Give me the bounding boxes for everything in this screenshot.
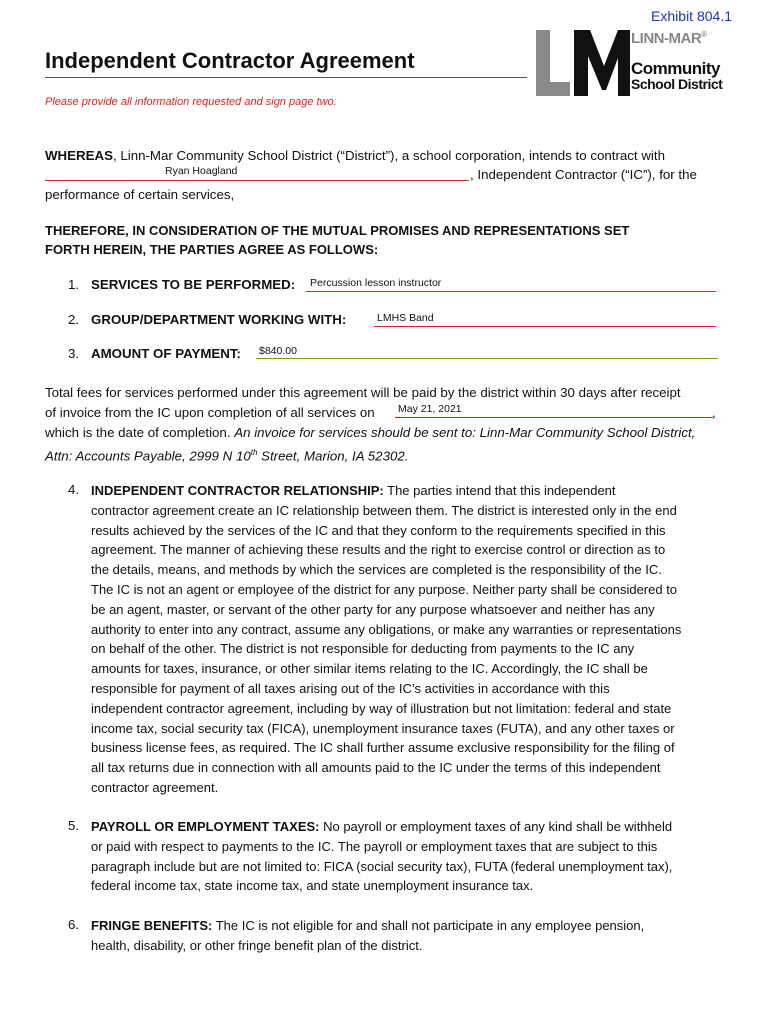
fees-line3a: which is the date of completion. bbox=[45, 425, 231, 440]
section-4-line: agreement. The manner of achieving these results and the right to exercise control or direction as to bbox=[91, 542, 666, 558]
logo-m-shape bbox=[574, 30, 630, 96]
whereas-text1: , Linn-Mar Community School District (“District”), a school corporation, intends to contract with bbox=[112, 148, 665, 163]
logo-line1: LINN-MAR® bbox=[631, 30, 707, 47]
contractor-name-field[interactable] bbox=[45, 180, 469, 181]
whereas-text2: , Independent Contractor (“IC”), for the bbox=[470, 167, 697, 182]
section-4-label: INDEPENDENT CONTRACTOR RELATIONSHIP: bbox=[91, 483, 384, 498]
section-4-body bbox=[91, 481, 731, 798]
completion-date-field[interactable] bbox=[395, 417, 713, 418]
section-4-number: 4. bbox=[68, 482, 80, 497]
therefore-line1: THEREFORE, IN CONSIDERATION OF THE MUTUAL PROMISES AND REPRESENTATIONS SET bbox=[45, 223, 630, 238]
therefore-heading bbox=[45, 221, 725, 259]
section-4-line: contractor agreement create an IC relationship between them. The district is interested only in the end bbox=[91, 502, 677, 518]
services-field[interactable] bbox=[306, 291, 716, 292]
logo-line2: Community bbox=[631, 59, 720, 78]
section-5-number: 5. bbox=[68, 818, 80, 833]
item-3-number: 3. bbox=[68, 346, 80, 361]
therefore-line2: FORTH HEREIN, THE PARTIES AGREE AS FOLLOWS: bbox=[45, 242, 379, 257]
exhibit-label: Exhibit 804.1 bbox=[651, 8, 732, 24]
section-4-line: authority to enter into any contract, assume any obligations, or make any warranties or representations bbox=[91, 621, 682, 637]
section-6-line: health, disability, or other fringe benefit plan of the district. bbox=[91, 937, 423, 953]
section-6-line: The IC is not eligible for and shall not participate in any employee pension, bbox=[212, 918, 645, 933]
item-1-label: SERVICES TO BE PERFORMED: bbox=[91, 277, 296, 292]
section-4-line: the details, means, and methods by which the services are completed is the responsibility of the IC. bbox=[91, 562, 662, 578]
payment-field[interactable] bbox=[256, 358, 718, 359]
department-value[interactable]: LMHS Band bbox=[377, 312, 434, 324]
fees-line4a: Attn: Accounts Payable, 2999 N 10 bbox=[45, 448, 251, 464]
department-field[interactable] bbox=[374, 326, 716, 327]
fees-line3 bbox=[45, 423, 745, 443]
fees-line4sup: th bbox=[250, 448, 258, 457]
instruction-text: Please provide all information requested and sign page two. bbox=[45, 96, 337, 108]
whereas-text3: performance of certain services, bbox=[45, 187, 235, 202]
section-4-line: all tax returns due in connection with all amounts paid to the IC under the terms of this independent bbox=[91, 760, 661, 776]
item-1-number: 1. bbox=[68, 277, 80, 292]
section-4-line: responsible for payment of all taxes arising out of the IC’s activities in accordance with this bbox=[91, 680, 610, 696]
logo-trademark: ® bbox=[701, 30, 707, 39]
payment-value[interactable]: $840.00 bbox=[259, 345, 297, 357]
fees-line4 bbox=[45, 443, 408, 466]
fees-line3b: An invoice for services should be sent to: Linn-Mar Community School District, bbox=[234, 425, 696, 440]
section-4-line: income tax, social security tax (FICA), unemployment insurance taxes (FUTA), and any other taxes or bbox=[91, 720, 675, 736]
logo-line3: School District bbox=[631, 76, 723, 92]
section-5-line: federal income tax, state income tax, and state unemployment insurance tax. bbox=[91, 878, 534, 894]
section-6-number: 6. bbox=[68, 917, 80, 932]
section-5-body bbox=[91, 817, 731, 896]
section-6-body bbox=[91, 916, 731, 956]
fees-line1: Total fees for services performed under this agreement will be paid by the district within 30 days after receipt bbox=[45, 385, 681, 400]
fees-line2a: of invoice from the IC upon completion of all services on bbox=[45, 405, 375, 420]
section-4-line: results achieved by the services of the IC and that they conform to the requirements specified in this bbox=[91, 522, 666, 538]
page-title: Independent Contractor Agreement bbox=[45, 48, 415, 73]
section-4-line: on behalf of the other. The district is not responsible for deducting from payments to the IC any bbox=[91, 641, 635, 657]
section-4-line: The IC is not an agent or employee of the district for any purpose. Neither party shall be considered to bbox=[91, 581, 678, 597]
section-5-line: No payroll or employment taxes of any kind shall be withheld bbox=[319, 819, 673, 834]
section-4-line: be an agent, master, or servant of the other party for any purpose whatsoever and neither has any bbox=[91, 601, 655, 617]
section-4-line: amounts for taxes, insurance, or other similar items relating to the IC. Accordingly, the IC shall be bbox=[91, 661, 648, 677]
whereas-line1 bbox=[45, 146, 735, 166]
item-2-label: GROUP/DEPARTMENT WORKING WITH: bbox=[91, 312, 347, 327]
item-3-label: AMOUNT OF PAYMENT: bbox=[91, 346, 241, 361]
logo-wordmark bbox=[631, 30, 727, 100]
contractor-name-value[interactable]: Ryan Hoagland bbox=[165, 165, 238, 177]
section-6-label: FRINGE BENEFITS: bbox=[91, 918, 213, 933]
section-4-line: independent contractor agreement, including by way of illustration but not limitation: federal and state bbox=[91, 700, 672, 716]
item-2-number: 2. bbox=[68, 312, 80, 327]
section-5-line: paragraph include but are not limited to: FICA (social security tax), FUTA (federal unemployment tax), bbox=[91, 858, 673, 874]
completion-date-value[interactable]: May 21, 2021 bbox=[398, 403, 462, 415]
fees-line2b: , bbox=[712, 405, 716, 420]
fees-line4b: Street, Marion, IA 52302. bbox=[257, 448, 409, 464]
whereas-lead: WHEREAS bbox=[45, 148, 113, 163]
section-4-line: business license fees, as required. The IC shall further assume exclusive responsibility for the filing of bbox=[91, 740, 675, 756]
services-value[interactable]: Percussion lesson instructor bbox=[310, 277, 442, 289]
logo-l-base bbox=[536, 82, 570, 96]
section-5-line: or paid with respect to payments to the IC. The payroll or employment taxes that are subject to this bbox=[91, 838, 658, 854]
section-4-line: contractor agreement. bbox=[91, 779, 219, 795]
section-5-label: PAYROLL OR EMPLOYMENT TAXES: bbox=[91, 819, 320, 834]
title-divider bbox=[45, 77, 527, 78]
section-4-line: The parties intend that this independent bbox=[383, 483, 616, 498]
